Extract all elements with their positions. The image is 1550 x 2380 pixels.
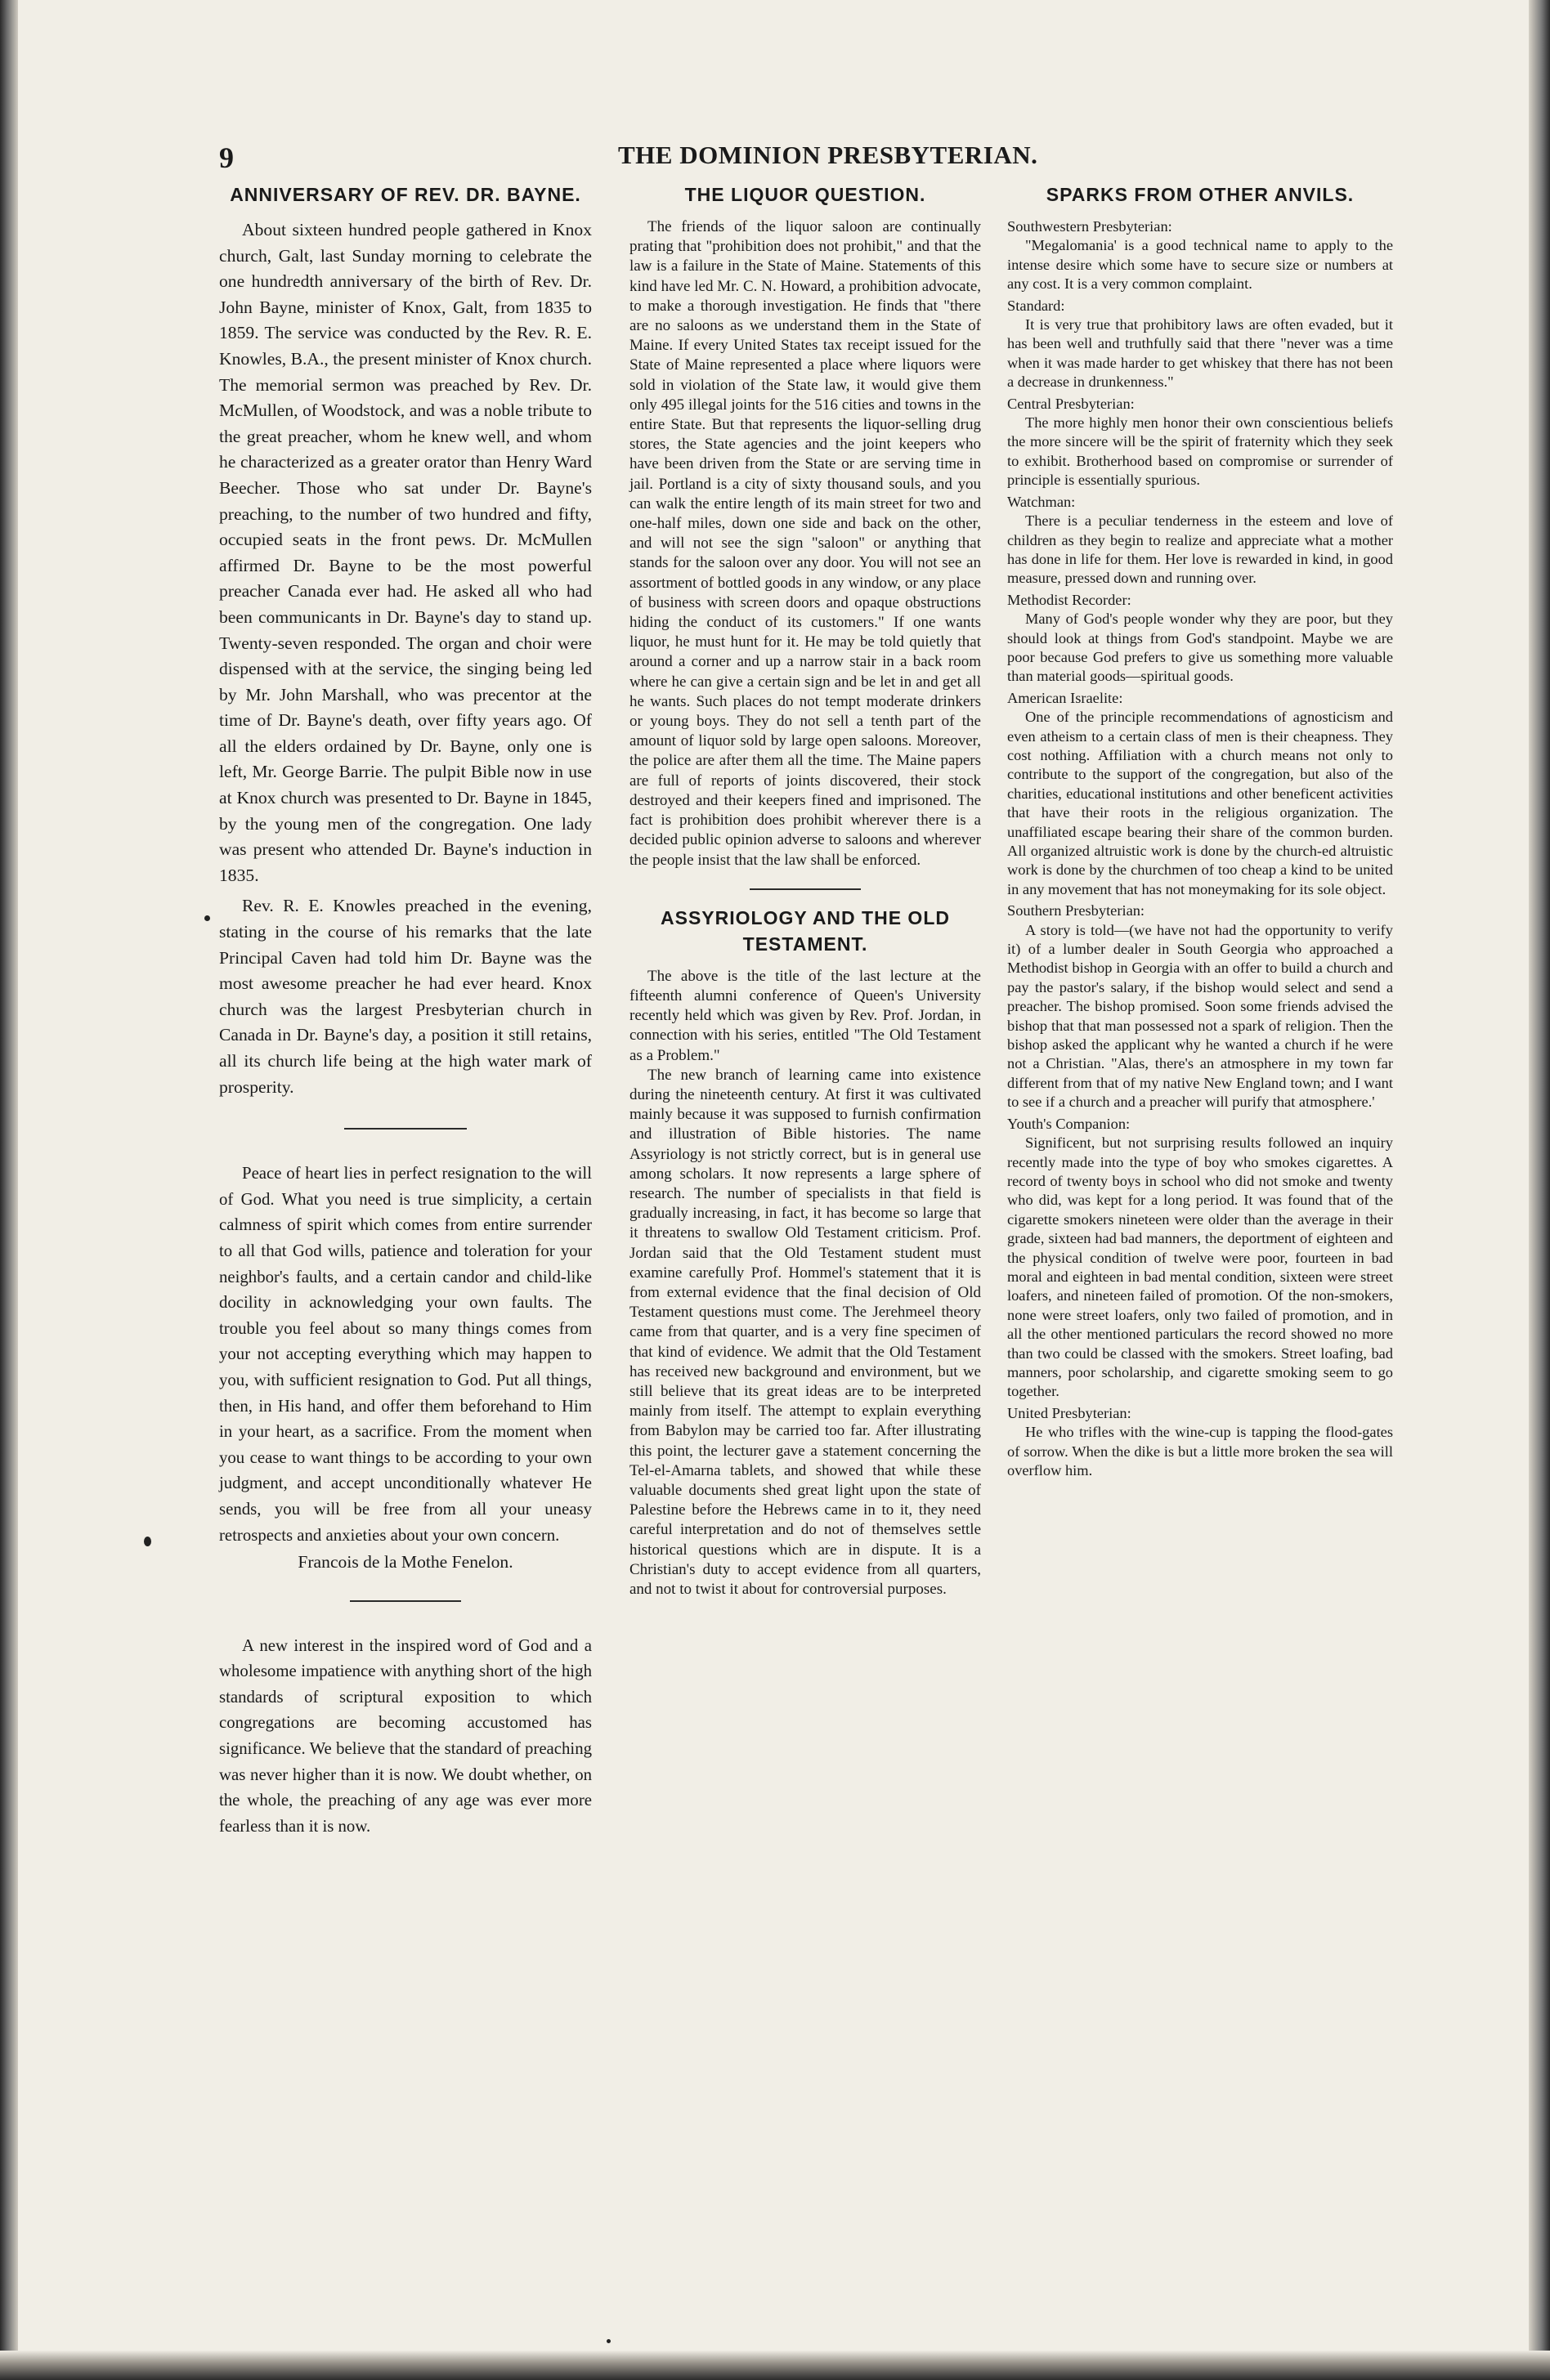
source-label: Southern Presbyterian:	[1007, 902, 1145, 919]
scan-edge-bottom	[0, 2351, 1550, 2380]
assyriology-paragraph-2: The new branch of learning came into existence during the nineteenth century. At first it was cultivated mainly because it was supposed to furnish confirmation and illustration of Bible histories. The name Assyriology is not strictly correct, but is in general use among scholars. It now represents a large sphere of research. The number of specialists in that field is gradually increasing, in fact, it has become so large that it threatens to swallow Old Testament criticism. Prof. Jordan said that the Old Testament student must examine carefully Prof. Hommel's statement that it is from external evidence that the final decision of Old Testament questions must come. The Jerehmeel theory came from that quarter, and is a very fine specimen of that kind of evidence. We admit that the Old Testament has received new background and environment, but we still believe that its great ideas are to be interpreted mainly from itself. The attempt to explain everything from Babylon may be carried too far. After illustrating this point, the lecturer gave a statement concerning the Tel-el-Amarna tablets, and showed that while these valuable documents shed great light upon the state of Palestine before the Hebrews came in to it, they need careful interpretation and do not of themselves settle historical questions which are in dispute. It is a Christian's duty to accept evidence from all quarters, and not to twist it about for controversial purposes.	[629, 1066, 981, 1598]
column-right	[1007, 181, 1393, 1480]
print-speck	[607, 2339, 611, 2343]
article-title-bayne: ANNIVERSARY OF REV. DR. BAYNE.	[230, 184, 581, 205]
column-rule	[750, 888, 861, 890]
quote-paragraph: "Megalomania' is a good technical name to apply to the intense desire which some have to secure size or numbers at any cost. It is a very common complaint.	[1007, 237, 1393, 293]
article-title-assyriology: ASSYRIOLOGY AND THE OLD TESTAMENT.	[661, 906, 950, 955]
source-label: Standard:	[1007, 297, 1065, 314]
scan-edge-right	[1529, 0, 1550, 2380]
source-label: Watchman:	[1007, 493, 1076, 510]
source-label: Methodist Recorder:	[1007, 591, 1131, 608]
assyriology-paragraph-1: The above is the title of the last lecture at the fifteenth alumni conference of Queen's University recently held which was given by Rev. Prof. Jordan, in connection with his series, entitled "The Old Testament as a Problem."	[629, 967, 981, 1064]
quote-paragraph: One of the principle recommendations of agnosticism and even atheism to a certain class of men is their cheapness. They cost nothing. Affiliation with a church means not only to contribute to the support of the congregation, but also of the charities, educational institutions and other beneficent activities that have their roots in the religious organization. The unaffiliated escape bearing their share of the common burden. All organized altruistic work is done by the church-ed altruistic work is done by the churchmen of too cheap a kind to be united in any movement that has not moneymaking for its sole object.	[1007, 709, 1393, 897]
quote-paragraph: He who trifles with the wine-cup is tapping the flood-gates of sorrow. When the dike is but a little more broken the sea will overflow him.	[1007, 1424, 1393, 1479]
quote-paragraph: A story is told—(we have not had the opportunity to verify it) of a lumber dealer in South Georgia who approached a Methodist bishop in Georgia with an offer to build a church and pay the pastor's salary, if the bishop would select and send a preacher. The bishop promised. Soon some friends advised the bishop that that man possessed not a spark of religion. Then the bishop asked the applicant why he wanted a church if he were not a Christian. "Alas, there's an atmosphere in my town far different from that of my native New England town; and I want to see if a church and a preacher will purify that atmosphere.'	[1007, 921, 1393, 1111]
print-speck	[144, 1537, 151, 1546]
column-rule	[344, 1128, 467, 1130]
source-label: Youth's Companion:	[1007, 1115, 1131, 1132]
source-label: Central Presbyterian:	[1007, 395, 1135, 412]
quote-paragraph: It is very true that prohibitory laws are often evaded, but it has been well and truthfully said that there "never was a time when it was made harder to get whiskey that there has not been a decrease in drunkenness."	[1007, 316, 1393, 391]
print-speck	[204, 915, 210, 921]
scan-edge-left	[0, 0, 18, 2380]
liquor-paragraph: The friends of the liquor saloon are continually prating that "prohibition does not prohibit," and that the law is a failure in the State of Maine. Statements of this kind have led Mr. C. N. Howard, a prohibition advocate, to make a thorough investigation. He finds that "there are no saloons as we understand them in the State of Maine. If every United States tax receipt issued for the State of Maine represented a place where liquors were sold in violation of the State law, it would give them only 495 illegal joints for the 516 cities and towns in the entire State. But that represents the liquor-selling drug stores, the State agencies and the joint keepers who have been driven from the State or are serving time in jail. Portland is a city of sixty thousand souls, and you can walk the entire length of its main street for two and one-half miles, down one side and back on the other, and will not see the sign "saloon" or anything that stands for the saloon over any door. You will not see an assortment of bottled goods in any window, or any place of business with screen doors and opaque obstructions hiding the conduct of its customers." If one wants liquor, he must hunt for it. He may be told quietly that around a corner and up a narrow stair in a back room where he can give a certain sign and be let in and get all he wants. Such places do not tempt moderate drinkers or young boys. They do not sell a tenth part of the amount of liquor sold by large open saloons. Moreover, the police are after them all the time. The Maine papers are full of reports of joints discovered, their stock destroyed and their keepers fined and imprisoned. The fact is prohibition does prohibit wherever there is a decided public opinion adverse to saloons and wherever the people insist that the law shall be enforced.	[629, 218, 981, 869]
quote-paragraph: Many of God's people wonder why they are poor, but they should look at things from God's standpoint. Maybe we are poor because God prefers to give us something more valuable than material goods—spiritual goods.	[1007, 611, 1393, 685]
article-title-sparks: SPARKS FROM OTHER ANVILS.	[1046, 184, 1355, 205]
article-title-liquor: THE LIQUOR QUESTION.	[684, 184, 926, 205]
masthead: THE DOMINION PRESBYTERIAN.	[618, 141, 1038, 169]
source-label: Southwestern Presbyterian:	[1007, 218, 1172, 235]
quote-paragraph: Significent, but not surprising results followed an inquiry recently made into the type of boy who smokes cigarettes. A record of twenty boys in school who did not smoke and twenty who did, was kept for a long period. It was found that of the cigarette smokers nineteen were older than the average in their grade, sixteen had bad manners, the deportment of eighteen and the physical condition of twelve were poor, fourteen in bad moral and eighteen in bad mental condition, sixteen were street loafers, and nineteen failed of promotion. Of the non-smokers, none were street loafers, only two failed of promotion, and in all the other mentioned particulars the record showed no more than two could be classed with the smokers. Street loafing, bad manners, poor scholarship, and cigarette smoking seem to go together.	[1007, 1134, 1393, 1400]
source-label: United Presbyterian:	[1007, 1404, 1131, 1421]
column-rule	[350, 1600, 461, 1602]
source-label: American Israelite:	[1007, 689, 1123, 706]
column-left	[219, 181, 592, 1839]
bayne-paragraph-2: Rev. R. E. Knowles preached in the evening, stating in the course of his remarks that the late Principal Caven had told him Dr. Bayne was the most awesome preacher he had ever heard. Knox church was the largest Presbyterian church in Canada in Dr. Bayne's day, a position it still retains, all its church life being at the high water mark of prosperity.	[219, 896, 592, 1097]
page-number: 9	[219, 141, 234, 174]
quote-paragraph: There is a peculiar tenderness in the esteem and love of children as they begin to realize and appreciate what a mother has done in life for them. Her love is rewarded in kind, in good measure, pressed down and running over.	[1007, 512, 1393, 587]
quote-paragraph: The more highly men honor their own conscientious beliefs the more sincere will be the spirit of fraternity which they seek to exhibit. Brotherhood based on compromise or surrender of principle is essentially spurious.	[1007, 414, 1393, 489]
fenelon-signature: Francois de la Mothe Fenelon.	[298, 1552, 513, 1572]
inspired-word-paragraph: A new interest in the inspired word of God and a wholesome impatience with anything short of the high standards of scriptural exposition to which congregations are becoming accustomed has significance. We believe that the standard of preaching was never higher than it is now. We doubt whether, on the whole, the preaching of any age was ever more fearless than it is now.	[219, 1635, 592, 1836]
bayne-paragraph-1: About sixteen hundred people gathered in Knox church, Galt, last Sunday morning to celebrate the one hundredth anniversary of the birth of Rev. Dr. John Bayne, minister of Knox, Galt, from 1835 to 1859. The service was conducted by the Rev. R. E. Knowles, B.A., the present minister of Knox church. The memorial sermon was preached by Rev. Dr. McMullen, of Woodstock, and was a noble tribute to the great preacher, whom he knew well, and whom he characterized as a greater orator than Henry Ward Beecher. Those who sat under Dr. Bayne's preaching, to the number of two hundred and fifty, occupied seats in the front pews. Dr. McMullen affirmed Dr. Bayne to be the most powerful preacher Canada ever had. He asked all who had been communicants in Dr. Bayne's day to stand up. Twenty-seven responded. The organ and choir were dispensed with at the service, the singing being led by Mr. John Marshall, who was precentor at the time of Dr. Bayne's death, over fifty years ago. Of all the elders ordained by Dr. Bayne, only one is left, Mr. George Barrie. The pulpit Bible now in use at Knox church was presented to Dr. Bayne in 1845, by the young men of the congregation. One lady was present who attended Dr. Bayne's induction in 1835.	[219, 220, 592, 885]
fenelon-paragraph: Peace of heart lies in perfect resignation to the will of God. What you need is true simplicity, a certain calmness of spirit which comes from entire surrender to all that God wills, patience and toleration for your neighbor's faults, and a certain candor and child-like docility in acknowledging your own faults. The trouble you feel about so many things comes from your not accepting everything which may happen to you, with sufficient resignation to God. Put all things, then, in His hand, and offer them beforehand to Him in your heart, as a sacrifice. From the moment when you cease to want things to be according to your own judgment, and accept unconditionally whatever He sends, you will be free from all your uneasy retrospects and anxieties about your own concern.	[219, 1164, 592, 1545]
column-middle	[629, 181, 981, 1599]
